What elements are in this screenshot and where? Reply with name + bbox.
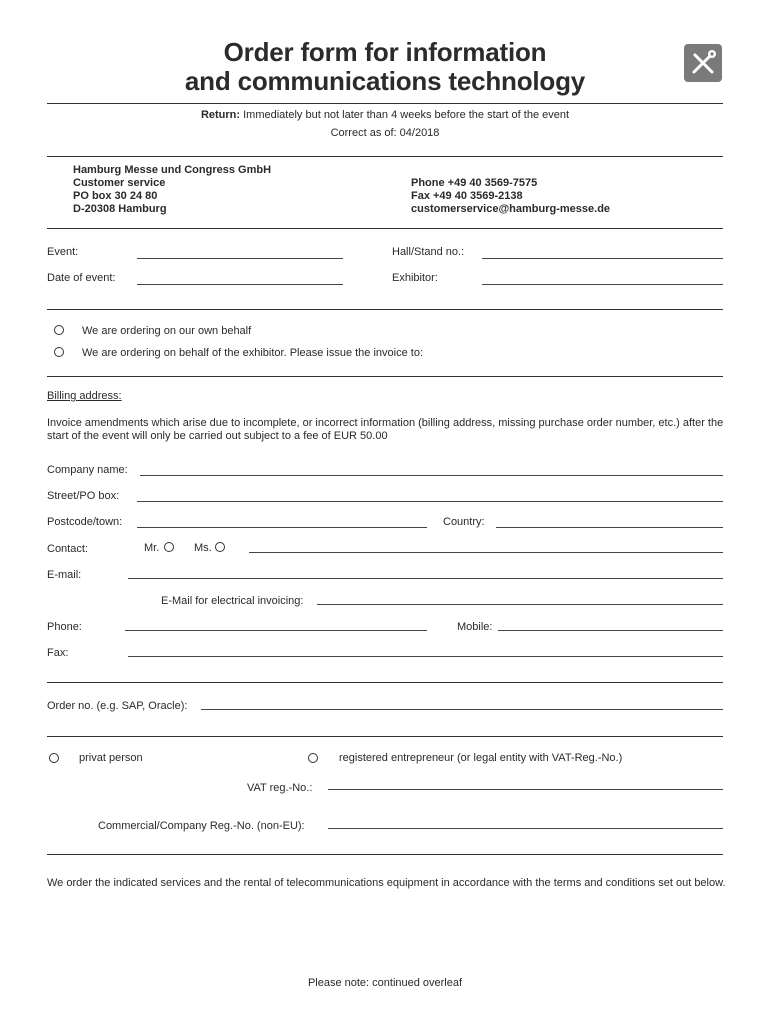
company-name-input[interactable] (140, 475, 723, 476)
address-department: Customer service (73, 177, 166, 189)
own-behalf-label: We are ordering on our own behalf (82, 325, 252, 337)
hall-stand-label: Hall/Stand no.: (392, 246, 465, 258)
contact-label: Contact: (47, 543, 88, 555)
commercial-reg-input[interactable] (328, 828, 723, 829)
own-behalf-radio[interactable] (54, 325, 64, 335)
contact-phone: Phone +49 40 3569-7575 (411, 177, 538, 189)
divider (47, 854, 723, 855)
exhibitor-label: Exhibitor: (392, 272, 438, 284)
mobile-label: Mobile: (457, 621, 493, 633)
phone-input[interactable] (125, 630, 427, 631)
exhibitor-behalf-label: We are ordering on behalf of the exhibitor. Please issue the invoice to: (82, 347, 424, 359)
return-label: Return: (200, 109, 241, 121)
ms-label: Ms. (194, 542, 212, 554)
event-input[interactable] (137, 258, 343, 259)
date-of-event-input[interactable] (137, 284, 343, 285)
mr-label: Mr. (144, 542, 160, 554)
einvoice-label: E-Mail for electrical invoicing: (161, 595, 304, 607)
correct-as-of: Correct as of: 04/2018 (330, 127, 440, 139)
page-title (0, 38, 770, 96)
hall-stand-input[interactable] (482, 258, 723, 259)
street-label: Street/PO box: (47, 490, 120, 502)
fax-input[interactable] (128, 656, 723, 657)
address-po-box: PO box 30 24 80 (73, 190, 158, 202)
country-input[interactable] (496, 527, 723, 528)
divider (47, 228, 723, 229)
email-input[interactable] (128, 578, 723, 579)
postcode-label: Postcode/town: (47, 516, 123, 528)
contact-details (411, 177, 610, 216)
vat-input[interactable] (328, 789, 723, 790)
exhibitor-input[interactable] (482, 284, 723, 285)
tools-icon (684, 44, 722, 82)
divider (47, 736, 723, 737)
registered-entrepreneur-label: registered entrepreneur (or legal entity with VAT-Reg.-No.) (339, 752, 623, 764)
terms-text: We order the indicated services and the rental of telecommunications equipment in accordance with the terms and conditions set out below. (47, 877, 726, 889)
email-label: E-mail: (47, 569, 82, 581)
continued-note: Please note: continued overleaf (307, 977, 463, 989)
billing-heading (47, 390, 122, 403)
phone-label: Phone: (47, 621, 82, 633)
divider (47, 376, 723, 377)
einvoice-input[interactable] (317, 604, 723, 605)
vat-label: VAT reg.-No.: (247, 782, 313, 794)
street-input[interactable] (137, 501, 723, 502)
commercial-reg-label: Commercial/Company Reg.-No. (non-EU): (98, 820, 305, 832)
mobile-input[interactable] (498, 630, 723, 631)
return-instruction (0, 109, 770, 122)
contact-email: customerservice@hamburg-messe.de (411, 203, 611, 215)
registered-entrepreneur-radio[interactable] (308, 753, 318, 763)
contact-input[interactable] (249, 552, 723, 553)
exhibitor-behalf-radio[interactable] (54, 347, 64, 357)
order-no-input[interactable] (201, 709, 723, 710)
divider (47, 682, 723, 683)
title-line-1: Order form for information (223, 37, 547, 67)
title-line-2: and communications technology (184, 66, 586, 96)
divider (47, 309, 723, 310)
company-name-label: Company name: (47, 464, 128, 476)
return-text: Immediately but not later than 4 weeks before the start of the event (240, 109, 570, 121)
private-person-label: privat person (79, 752, 143, 764)
postcode-input[interactable] (137, 527, 427, 528)
country-label: Country: (443, 516, 485, 528)
address-city: D-20308 Hamburg (73, 203, 167, 215)
company-address (73, 164, 271, 216)
billing-notice: Invoice amendments which arise due to incomplete, or incorrect information (billing address, missing purchase order number, etc.) after the start of the event will only be carried out subject to a fee of EUR 50.00 (47, 417, 724, 442)
private-person-radio[interactable] (49, 753, 59, 763)
billing-heading-text: Billing address: (47, 390, 122, 402)
mr-radio[interactable] (164, 542, 174, 552)
date-of-event-label: Date of event: (47, 272, 116, 284)
event-label: Event: (47, 246, 79, 258)
order-no-label: Order no. (e.g. SAP, Oracle): (47, 700, 188, 712)
ms-radio[interactable] (215, 542, 225, 552)
contact-fax: Fax +49 40 3569-2138 (411, 190, 523, 202)
fax-label: Fax: (47, 647, 69, 659)
divider (47, 156, 723, 157)
divider (47, 103, 723, 104)
address-company: Hamburg Messe und Congress GmbH (73, 164, 272, 176)
